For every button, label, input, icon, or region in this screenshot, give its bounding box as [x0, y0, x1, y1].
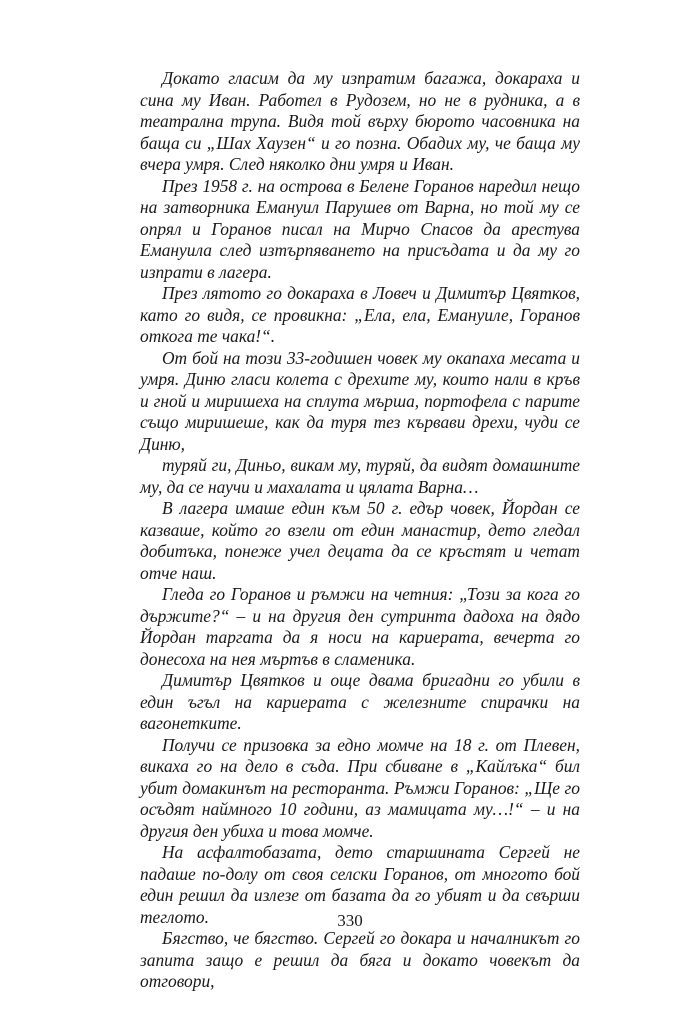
- paragraph-6: В лагера имаше един към 50 г. едър човек, Йордан се казваше, който го взели от един манастир, дето гледал добитъка, понеже учел децата да се кръстят и четат отче наш.: [140, 498, 580, 583]
- paragraph-2: През 1958 г. на острова в Белене Горанов наредил нещо на затворника Емануил Парушев от Варна, но той му се опрял и Горанов писал на Мирчо Спасов да арестува Емануила след изтърпяването на присъдата и да му го изпрати в лагера.: [140, 175, 580, 282]
- paragraph-7: Гледа го Горанов и ръмжи на четния: „Този за кога го държите?“ – и на другия ден сутринта дадоха на дядо Йордан таргата да я носи на кариерата, вечерта го донесоха на нея мъртъв в сламеника.: [140, 584, 580, 669]
- paragraph-8: Димитър Цвятков и още двама бригадни го убили в един ъгъл на кариерата с железните спирачки на вагонетките.: [140, 670, 580, 733]
- page-number: 330: [337, 911, 363, 930]
- paragraph-3: През лятото го докараха в Ловеч и Димитър Цвятков, като го видя, се провикна: „Ела, ела, Емануиле, Горанов откога те чака!“.: [140, 283, 580, 346]
- paragraph-10: На асфалтобазата, дето старшината Сергей не падаше по-долу от своя селски Горанов, от многото бой един решил да излезе от базата да го убият и да свърши теглото.: [140, 842, 580, 927]
- body-text: [140, 68, 580, 993]
- paragraph-1: Докато гласим да му изпратим багажа, докараха и сина му Иван. Работел в Рудозем, но не в рудника, а в театрална трупа. Видя той върху бюрото часовника на баща си „Шах Хаузен“ и го позна. Обадих му, че баща му вчера умря. След няколко дни умря и Иван.: [140, 68, 580, 174]
- paragraph-5: туряй ги, Диньо, викам му, туряй, да видят домашните му, да се научи и махалата и цялата Варна…: [140, 455, 580, 497]
- paragraph-9: Получи се призовка за едно момче на 18 г. от Плевен, викаха го на дело в съда. При сбиване в „Кайлъка“ бил убит домакинът на ресторанта. Ръмжи Горанов: „Ще го осъдят наймного 10 години, аз мамицата му…!“ – и на другия ден убиха и това момче.: [140, 734, 580, 841]
- paragraph-11: Бягство, че бягство. Сергей го докара и началникът го запита защо е решил да бяга и докато човекът да отговори,: [140, 928, 580, 991]
- paragraph-4: От бой на този 33-годишен човек му окапаха месата и умря. Диню гласи колета с дрехите му, които нали в кръв и гной и миришеха на сплута мърша, портофела с парите също миришеше, как да туря тез кървави дрехи, чуди се Диню,: [140, 347, 580, 454]
